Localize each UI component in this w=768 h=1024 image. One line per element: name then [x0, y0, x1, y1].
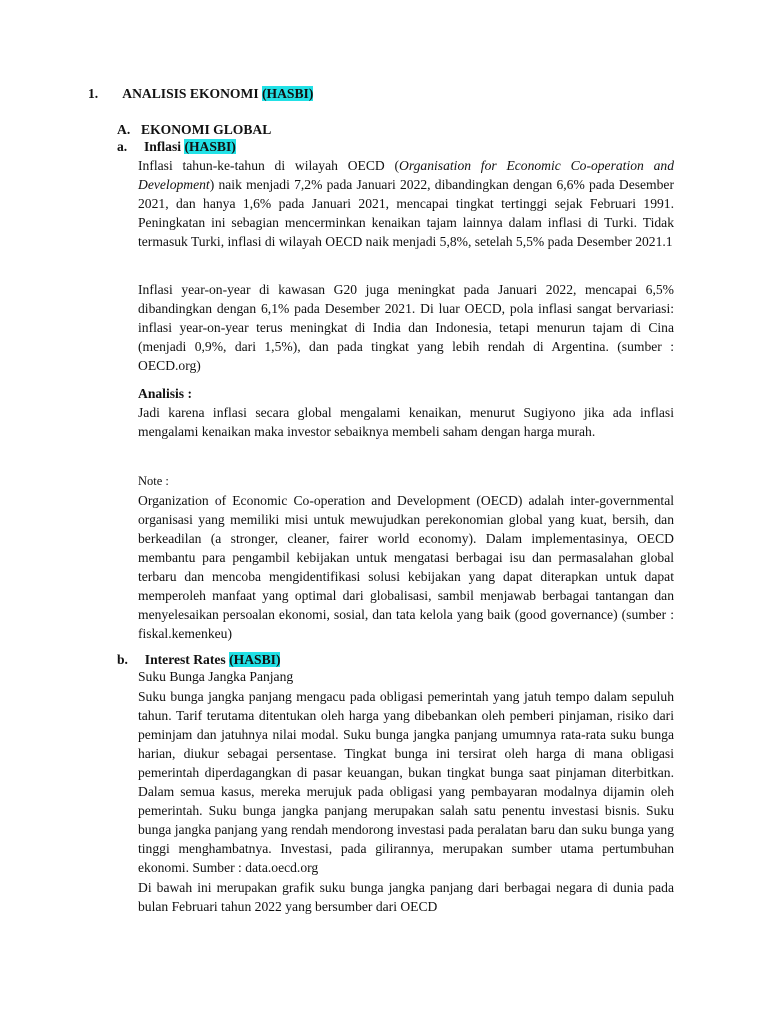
- oecd-full-name: Organisation for Economic Co-operation and Development: [138, 158, 674, 192]
- item-a-heading: [117, 139, 236, 155]
- heading-title: ANALISIS EKONOMI: [122, 86, 259, 101]
- item-a-paragraph-2: Inflasi year-on-year di kawasan G20 juga meningkat pada Januari 2022, mencapai 6,5% dibandingkan dengan 6,1% pada Desember 2021. Di luar OECD, pola inflasi sangat bervariasi: inflasi year-on-year terus meningkat di India dan Indonesia, tetapi menurun tajam di Cina (menjadi 0,9%, dari 1,5%), dan pada tingkat yang lebih rendah di Argentina. (sumber : OECD.org): [138, 282, 674, 373]
- item-a-letter: a.: [117, 139, 128, 154]
- analisis-text: Jadi karena inflasi secara global mengalami kenaikan, menurut Sugiyono jika ada inflasi mengalami kenaikan maka investor sebaiknya membeli saham dengan harga murah.: [138, 405, 674, 439]
- item-a-paragraph-1: Inflasi tahun-ke-tahun di wilayah OECD (Organisation for Economic Co-operation and Development) naik menjadi 7,2% pada Januari 2022, dibandingkan dengan 6,6% pada Desember 2021, dan hanya 1,6% pada Januari 2021, mencapai tingkat tertinggi sejak Februari 1991. Peningkatan ini sebagian mencerminkan kenaikan tajam lainnya dalam inflasi di Turki. Tidak termasuk Turki, inflasi di wilayah OECD naik menjadi 5,8%, setelah 5,5% pada Desember 2021.1: [138, 158, 674, 249]
- heading-number: 1.: [88, 86, 99, 101]
- item-b-paragraph-2: Di bawah ini merupakan grafik suku bunga jangka panjang dari berbagai negara di dunia pada bulan Februari tahun 2022 yang bersumber dari OECD: [138, 880, 674, 914]
- analisis-title: Analisis :: [138, 386, 193, 401]
- main-heading: [88, 86, 313, 102]
- item-a-title: Inflasi: [144, 139, 182, 154]
- note-text: Organization of Economic Co-operation and Development (OECD) adalah inter-governmental organisasi yang memiliki misi untuk mewujudkan perekonomian global yang kuat, bersih, dan berkeadilan (a stronger, cleaner, fairer world economy). Dalam implementasinya, OECD membantu para pengambil kebijakan untuk mengatasi berbagai isu dan permasalahan global terbaru dan mencoba mengidentifikasi solusi kebijakan yang dapat diterapkan untuk dapat memperoleh manfaat yang optimal dari globalisasi, sambil menjawab berbagai tantangan dan menyelesaikan persoalan ekonomi, sosial, dan tata kelola yang baik (good governance) (sumber : fiskal.kemenkeu): [138, 493, 674, 641]
- item-b-paragraph-1: Suku bunga jangka panjang mengacu pada obligasi pemerintah yang jatuh tempo dalam sepuluh tahun. Tarif terutama ditentukan oleh harga yang dibebankan oleh pemberi pinjaman, risiko dari peminjam dan jatuhnya nilai modal. Suku bunga jangka panjang umumnya rata-rata suku bunga harian, diukur sebagai persentase. Tingkat bunga ini tersirat oleh harga di mana obligasi pemerintah diperdagangkan di pasar keuangan, bukan tingkat bunga saat pinjaman diterbitkan. Dalam semua kasus, mereka merujuk pada obligasi yang pembayaran modalnya dijamin oleh pemerintah. Suku bunga jangka panjang merupakan salah satu penentu investasi bisnis. Suku bunga jangka panjang yang rendah mendorong investasi pada peralatan baru dan suku bunga yang tinggi menghambatnya. Investasi, pada gilirannya, merupakan sumber utama pertumbuhan ekonomi. Sumber : data.oecd.org: [138, 689, 674, 875]
- item-a-tag: (HASBI): [184, 139, 236, 154]
- heading-tag: (HASBI): [262, 86, 314, 101]
- section-a-heading: [117, 122, 271, 138]
- item-b-subtitle: Suku Bunga Jangka Panjang: [138, 669, 294, 684]
- item-b-tag: (HASBI): [229, 652, 281, 667]
- section-a-letter: A.: [117, 122, 131, 137]
- item-b-title: Interest Rates: [144, 652, 226, 667]
- item-b-letter: b.: [117, 652, 128, 667]
- note-title: Note :: [138, 474, 169, 488]
- item-b-heading: [117, 652, 280, 668]
- section-a-title: EKONOMI GLOBAL: [141, 122, 272, 137]
